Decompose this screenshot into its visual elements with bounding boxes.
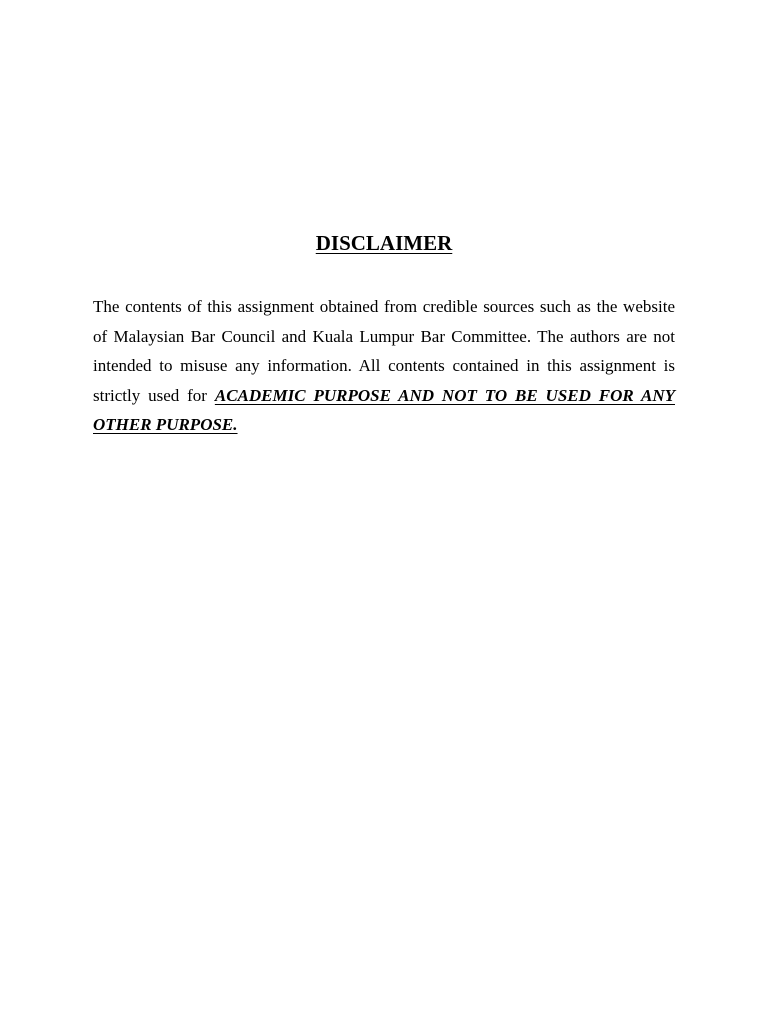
disclaimer-paragraph [93, 292, 675, 440]
disclaimer-text: The contents of this assignment obtained from credible sources such as the website of Malaysian Bar Council and Kuala Lumpur Bar Committee. The authors are not intended to misuse any information. All contents contained in this assignment is strictly used for [93, 297, 675, 405]
page-title: DISCLAIMER [315, 231, 453, 255]
disclaimer-emphasis: ACADEMIC PURPOSE AND NOT TO BE USED FOR ANY OTHER PURPOSE. [93, 385, 675, 435]
